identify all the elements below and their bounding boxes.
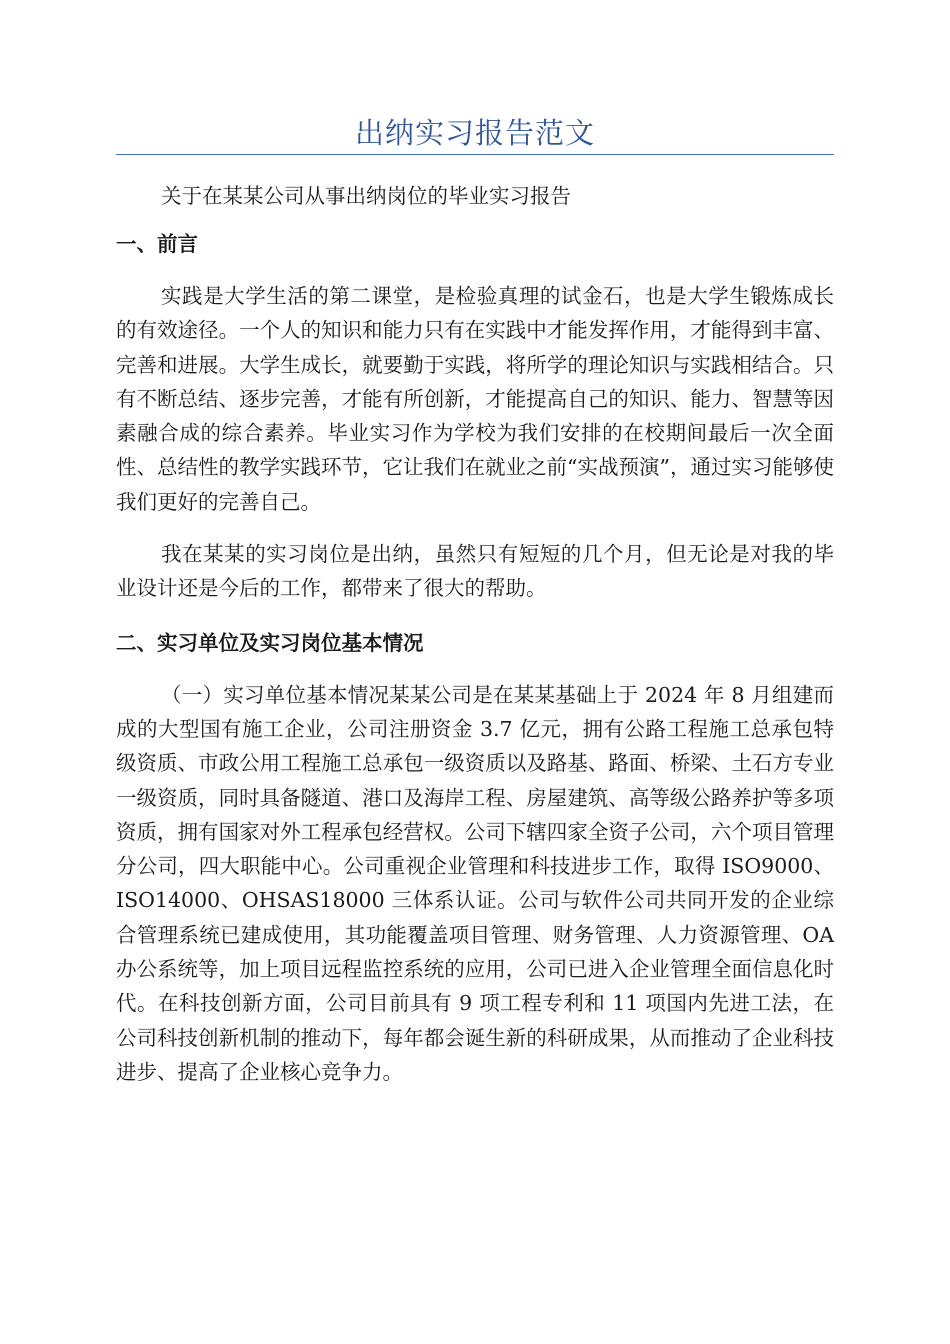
section-heading-preface: 一、前言 xyxy=(116,232,198,256)
document-page xyxy=(116,0,834,1089)
paragraph-preface-1: 实践是大学生活的第二课堂，是检验真理的试金石，也是大学生锻炼成长的有效途径。一个人的知识和能力只有在实践中才能发挥作用，才能得到丰富、完善和进展。大学生成长，就要勤于实践，将所学的理论知识与实践相结合。只有不断总结、逐步完善，才能有所创新，才能提高自己的知识、能力、智慧等因素融合成的综合素养。毕业实习作为学校为我们安排的在校期间最后一次全面性、总结性的教学实践环节，它让我们在就业之前“实战预演”，通过实习能够使我们更好的完善自己。 xyxy=(116,284,834,514)
paragraph-unit-info-1: （一）实习单位基本情况某某公司是在某某基础上于 2024 年 8 月组建而成的大型国有施工企业，公司注册资金 3.7 亿元，拥有公路工程施工总承包特级资质、市政公用工程施工总承包一级资质以及路基、路面、桥梁、土石方专业一级资质，同时具备隧道、港口及海岸工程、房屋建筑、高等级公路养护等多项资质，拥有国家对外工程承包经营权。公司下辖四家全资子公司，六个项目管理分公司，四大职能中心。公司重视企业管理和科技进步工作，取得 ISO9000、ISO14000、OHSAS18000 三体系认证。公司与软件公司共同开发的企业综合管理系统已建成使用，其功能覆盖项目管理、财务管理、人力资源管理、OA 办公系统等，加上项目远程监控系统的应用，公司已进入企业管理全面信息化时代。在科技创新方面，公司目前具有 9 项工程专利和 11 项国内先进工法，在公司科技创新机制的推动下，每年都会诞生新的科研成果，从而推动了企业科技进步、提高了企业核心竞争力。 xyxy=(116,682,834,1084)
paragraph-preface-2: 我在某某的实习岗位是出纳，虽然只有短短的几个月，但无论是对我的毕业设计还是今后的工作，都带来了很大的帮助。 xyxy=(116,542,834,601)
section-heading-unit-info: 二、实习单位及实习岗位基本情况 xyxy=(116,630,424,655)
document-subtitle: 关于在某某公司从事出纳岗位的毕业实习报告 xyxy=(161,184,571,208)
document-title: 出纳实习报告范文 xyxy=(354,116,595,150)
title-underline xyxy=(116,154,834,155)
